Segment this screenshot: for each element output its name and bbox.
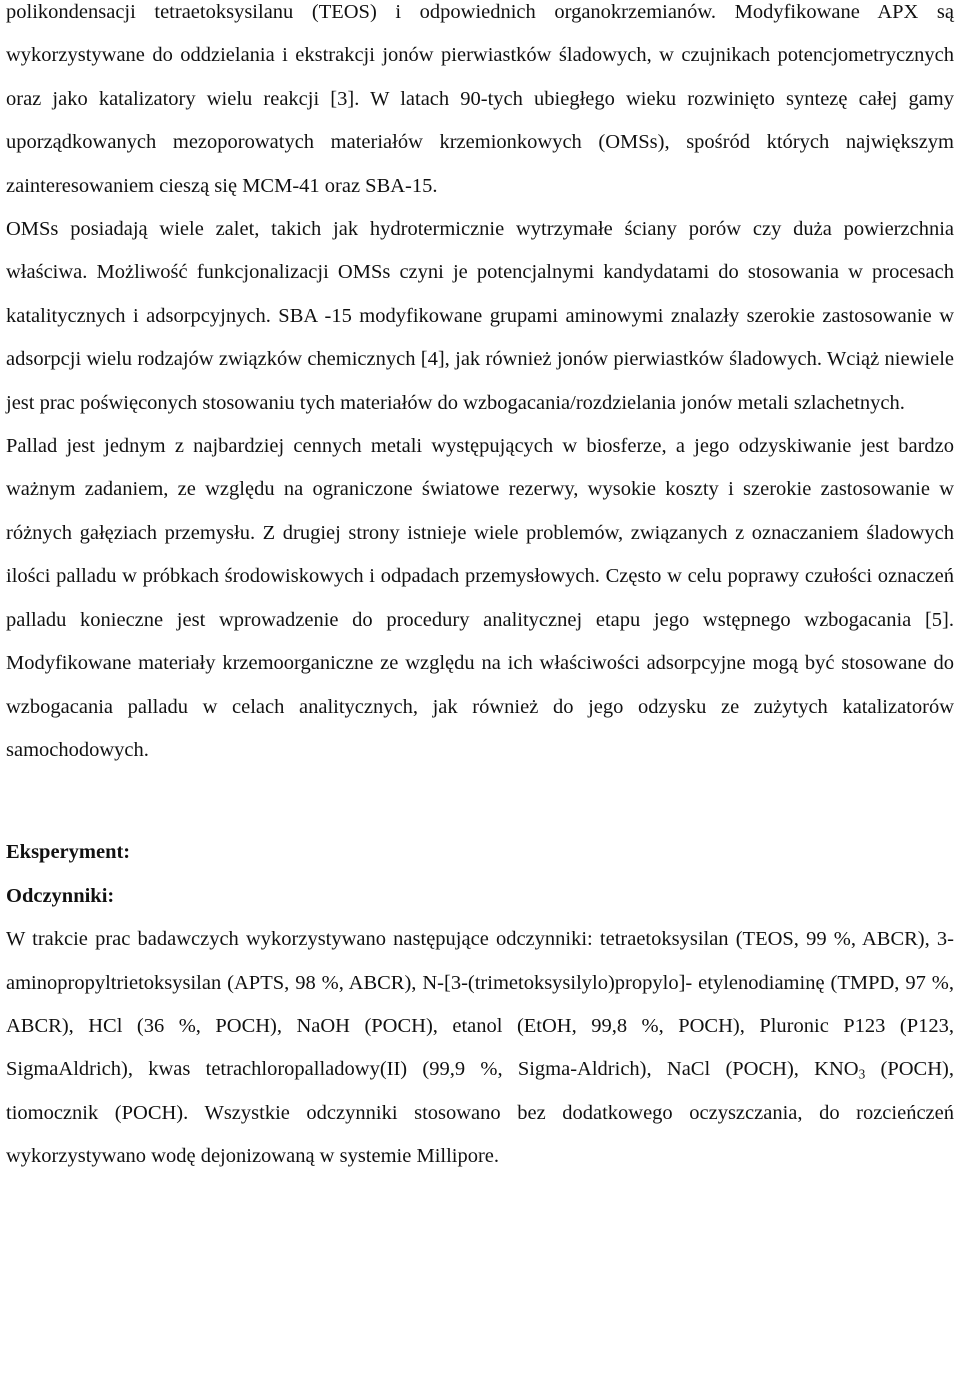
paragraph-pallad: Pallad jest jednym z najbardziej cennych metali występujących w biosferze, a jego odzyskiwanie jest bardzo ważnym zadaniem, ze względu na ograniczone światowe rezerwy, wysokie koszty i szerokie zastosowanie w różnych gałęziach przemysłu. Z drugiej strony istnieje wiele problemów, związanych z oznaczaniem śladowych ilości palladu w próbkach środowiskowych i odpadach przemysłowych. Często w celu poprawy czułości oznaczeń palladu konieczne jest wprowadzenie do procedury analitycznej etapu jego wstępnego wzbogacania [5]. Modyfikowane materiały krzemoorganiczne ze względu na ich właściwości adsorpcyjne mogą być stosowane do wzbogacania palladu w celach analitycznych, jak również do jego odzysku ze zużytych katalizatorów samochodowych. — [6, 435, 954, 761]
heading-reagents: Odczynniki: — [6, 884, 115, 907]
document-page — [6, 0, 954, 1179]
heading-experiment: Eksperyment: — [6, 841, 131, 864]
kno3-subscript: 3 — [858, 1066, 866, 1082]
paragraph-reagents — [6, 918, 954, 1178]
reagents-text-part1: W trakcie prac badawczych wykorzystywano następujące odczynniki: tetraetoksysilan (TEOS, 99 %, ABCR), 3-aminopropyltrietoksysilan (APTS, 98 %, ABCR), N-[3-(trimetoksysilylo)propylo]- etylenodiaminę (TMPD, 97 %, ABCR), HCl (36 %, POCH), NaOH (POCH), etanol (EtOH, 99,8 %, POCH), Pluronic P123 (P123, SigmaAldrich), kwas tetrachloropalladowy(II) (99,9 %, Sigma-Aldrich), NaCl (POCH), KNO — [6, 928, 954, 1081]
reagents-text-part2: (POCH), tiomocznik (POCH). Wszystkie odczynniki stosowano bez dodatkowego oczyszczania, do rozcieńczeń wykorzystywano wodę dejonizowaną w systemie Millipore. — [6, 1058, 954, 1168]
paragraph-omss: OMSs posiadają wiele zalet, takich jak hydrotermicznie wytrzymałe ściany porów czy duża powierzchnia właściwa. Możliwość funkcjonalizacji OMSs czyni je potencjalnymi kandydatami do stosowania w procesach katalitycznych i adsorpcyjnych. SBA -15 modyfikowane grupami aminowymi znalazły szerokie zastosowanie w adsorpcji wielu rodzajów związków chemicznych [4], jak również jonów pierwiastków śladowych. Wciąż niewiele jest prac poświęconych stosowaniu tych materiałów do wzbogacania/rozdzielania jonów metali szlachetnych. — [6, 218, 954, 414]
paragraph-apx: polikondensacji tetraetoksysilanu (TEOS) i odpowiednich organokrzemianów. Modyfikowane APX są wykorzystywane do oddzielania i ekstrakcji jonów pierwiastków śladowych, w czujnikach potencjometrycznych oraz jako katalizatory wielu reakcji [3]. W latach 90-tych ubiegłego wieku rozwinięto syntezę całej gamy uporządkowanych mezoporowatych materiałów krzemionkowych (OMSs), spośród których największym zainteresowaniem cieszą się MCM-41 oraz SBA-15. — [6, 1, 954, 197]
section-spacer — [6, 772, 954, 831]
